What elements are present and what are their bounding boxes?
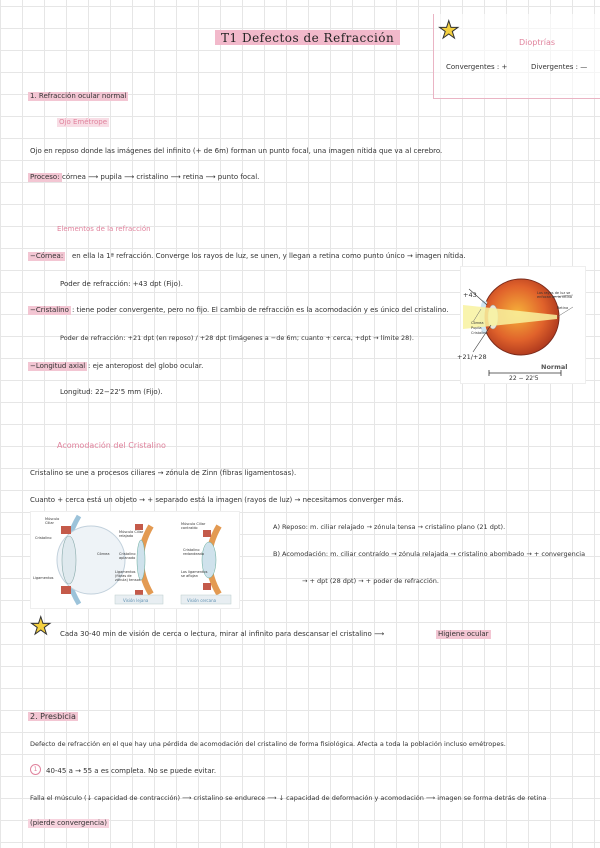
acc-label-m-contraido: Músculo Ciliar contraído: [181, 522, 206, 530]
eye-label-21-28: +21/+28: [457, 353, 487, 361]
eye-label-normal: Normal: [541, 363, 568, 371]
page-title: T1 Defectos de Refracción: [215, 30, 400, 45]
cornea-text: en ella la 1ª refracción. Converge los rayos de luz, se unen, y llegan a retina como punto único → imagen nítida.: [72, 252, 466, 260]
presbicia-p3: Falla el músculo (↓ capacidad de contracción) ⟶ cristalino se endurece ⟶ ↓ capacidad de deformación y acomodación ⟶ imagen se forma detrás de retina: [30, 794, 547, 802]
acc-label-musculo: Músculo Ciliar: [45, 517, 60, 525]
eye-label-range: 22 − 22'5: [509, 375, 539, 382]
acc-label-aplanado: Cristalino aplanado: [119, 552, 136, 560]
eye-diagram: [457, 266, 586, 384]
presbicia-heading: 2. Presbicia: [30, 712, 76, 721]
dioptrias-heading: Dioptrías: [519, 38, 556, 47]
acomodacion-text-2: → + dpt (28 dpt) → + poder de refracción.: [302, 577, 439, 585]
proceso-text: córnea ⟶ pupila ⟶ cristalino ⟶ retina ⟶ punto focal.: [62, 173, 260, 181]
presbicia-p2: 40-45 a → 55 a es completa. No se puede evitar.: [46, 767, 217, 775]
eye-label-pupila: Pupila: [471, 326, 482, 330]
acc-label-cornea: Córnea: [97, 552, 110, 556]
acc-label-vision-lejana: Visión lejana: [123, 598, 149, 603]
longitud-val: Longitud: 22−22'5 mm (Fijo).: [60, 388, 163, 396]
acc-label-redondeado: Cristalino redondeado: [183, 548, 204, 556]
longitud-label: −Longitud axial: [30, 362, 86, 370]
cristalino-poder: Poder de refracción: +21 dpt (en reposo) / +28 dpt (imágenes a −de 6m; cuanto + cerca, +dpt → límite 28).: [60, 334, 414, 342]
tip-text: Cada 30-40 min de visión de cerca o lectura, mirar al infinito para descansar el cristalino ⟶: [60, 630, 385, 638]
cristalino-text: : tiene poder convergente, pero no fijo. El cambio de refracción es la acomodación y es único del cristalino.: [72, 306, 449, 314]
acomodacion-heading: Acomodación del Cristalino: [57, 441, 166, 450]
elementos-heading: Elementos de la refracción: [57, 225, 151, 233]
eye-label-cristalino: Cristalino: [471, 331, 488, 335]
emetrope-paragraph: Ojo en reposo donde las imágenes del infinito (+ de 6m) forman un punto focal, una imagen nítida que va al cerebro.: [30, 147, 443, 155]
acc-label-vision-cercana: Visión cercana: [187, 598, 217, 603]
ojo-emetrope-heading: Ojo Emétrope: [59, 118, 108, 126]
accommodation-diagram: [30, 511, 240, 609]
cristalino-label: −Cristalino: [30, 306, 69, 314]
convergentes-label: Convergentes : +: [446, 63, 508, 71]
star-icon: ★: [438, 16, 460, 44]
acc-label-m-relajado: Músculo Ciliar relajado: [119, 530, 144, 538]
higiene-ocular-highlight: Higiene ocular: [438, 630, 489, 638]
acc-label-lig-relajados: Los ligamentos se aflojan: [181, 570, 208, 578]
acc-label-ligamentos: Ligamentos: [33, 576, 54, 580]
acomodacion-p1: Cristalino se une a procesos ciliares → zónula de Zinn (fibras ligamentosas).: [30, 469, 297, 477]
acc-label-cristalino: Cristalino: [35, 536, 52, 540]
eye-label-cornea: Córnea: [471, 321, 484, 325]
acomodacion-p2: Cuanto + cerca está un objeto → + separado está la imagen (rayos de luz) → necesitamos converger más.: [30, 496, 404, 504]
presbicia-p4: (pierde convergencia): [30, 819, 107, 827]
reposo-text: A) Reposo: m. ciliar relajado → zónula tensa → cristalino plano (21 dpt).: [273, 523, 506, 531]
longitud-text: : eje anteropost del globo ocular.: [88, 362, 204, 370]
eye-label-43: +43: [463, 291, 477, 299]
cornea-poder: Poder de refracción: +43 dpt (Fijo).: [60, 280, 183, 288]
presbicia-p1: Defecto de refracción en el que hay una pérdida de acomodación del cristalino de forma fisiológica. Afecta a toda la población incluso emétropes.: [30, 740, 506, 748]
cornea-label: −Córnea:: [30, 252, 64, 260]
presbicia-number-badge: 1: [30, 764, 41, 775]
eye-label-retina: Retina: [557, 306, 569, 310]
proceso-label: Proceso:: [30, 173, 60, 181]
acomodacion-text-1: B) Acomodación: m. ciliar contraído → zónula relajada → cristalino abombado → + convergencia: [273, 550, 586, 558]
star-icon: ★: [30, 612, 52, 640]
acc-label-lig-tensos: Ligamentos (fibras de zónula) tensos: [115, 570, 141, 582]
eye-label-focus: Los rayos de luz se enfocan en la retina: [537, 291, 573, 299]
divergentes-label: Divergentes : —: [531, 63, 588, 71]
section-1-heading: 1. Refracción ocular normal: [30, 92, 127, 100]
